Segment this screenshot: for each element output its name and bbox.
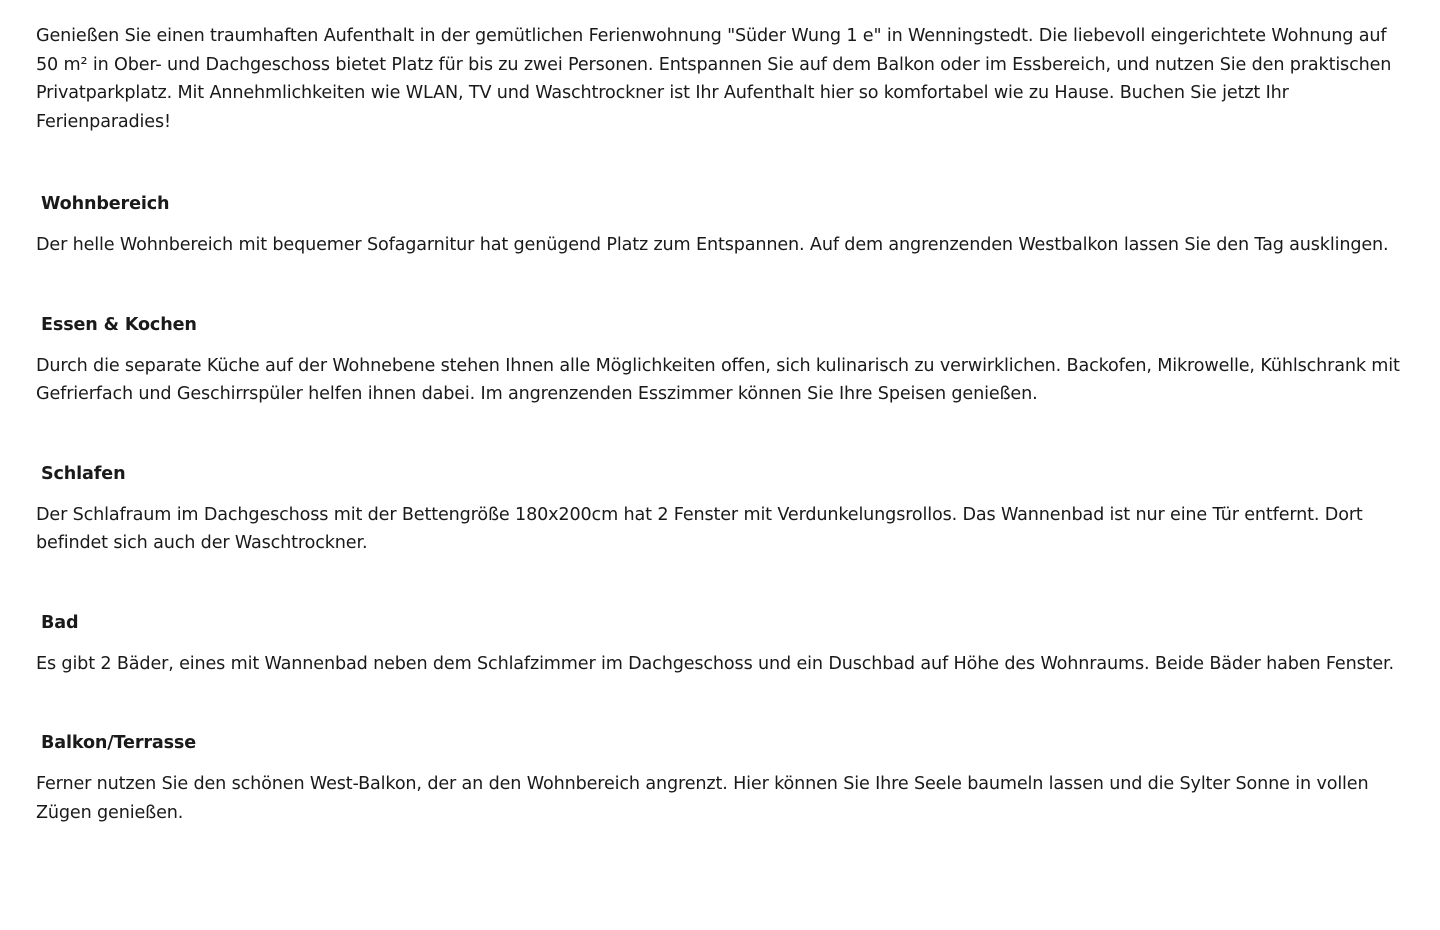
section-essen-kochen: [36, 311, 1410, 409]
intro-paragraph: Genießen Sie einen traumhaften Aufenthalt in der gemütlichen Ferienwohnung "Süder Wung 1 e" in Wenningstedt. Die liebevoll eingerichtete Wohnung auf 50 m² in Ober- und Dachgeschoss bietet Platz für bis zu zwei Personen. Entspannen Sie auf dem Balkon oder im Essbereich, und nutzen Sie den praktischen Privatparkplatz. Mit Annehmlichkeiten wie WLAN, TV und Waschtrockner ist Ihr Aufenthalt hier so komfortabel wie zu Hause. Buchen Sie jetzt Ihr Ferienparadies!: [36, 26, 1392, 132]
section-heading: Bad: [41, 612, 79, 633]
section-heading: Wohnbereich: [41, 194, 170, 214]
section-balkon-terrasse: [36, 729, 1410, 827]
section-heading: Balkon/Terrasse: [41, 733, 197, 753]
section-text: Durch die separate Küche auf der Wohnebene stehen Ihnen alle Möglichkeiten offen, sich kulinarisch zu verwirklichen. Backofen, Mikrowelle, Kühlschrank mit Gefrierfach und Geschirrspüler helfen ihnen dabei. Im angrenzenden Esszimmer können Sie Ihre Speisen genießen.: [36, 355, 1400, 404]
section-text: Der Schlafraum im Dachgeschoss mit der Bettengröße 180x200cm hat 2 Fenster mit Verdunkelungsrollos. Das Wannenbad ist nur eine Tür entfernt. Dort befindet sich auch der Waschtrockner.: [36, 504, 1363, 553]
section-heading: Schlafen: [41, 463, 126, 484]
section-text: Ferner nutzen Sie den schönen West-Balkon, der an den Wohnbereich angrenzt. Hier können Sie Ihre Seele baumeln lassen und die Sylter Sonne in vollen Zügen genießen.: [36, 774, 1369, 823]
section-bad: [36, 609, 1410, 679]
section-text: Der helle Wohnbereich mit bequemer Sofagarnitur hat genügend Platz zum Entspannen. Auf dem angrenzenden Westbalkon lassen Sie den Tag ausklingen.: [36, 235, 1389, 255]
section-wohnbereich: [36, 190, 1410, 260]
section-text: Es gibt 2 Bäder, eines mit Wannenbad neben dem Schlafzimmer im Dachgeschoss und ein Duschbad auf Höhe des Wohnraums. Beide Bäder haben Fenster.: [36, 653, 1394, 674]
section-schlafen: [36, 460, 1410, 558]
section-heading: Essen & Kochen: [41, 314, 197, 335]
